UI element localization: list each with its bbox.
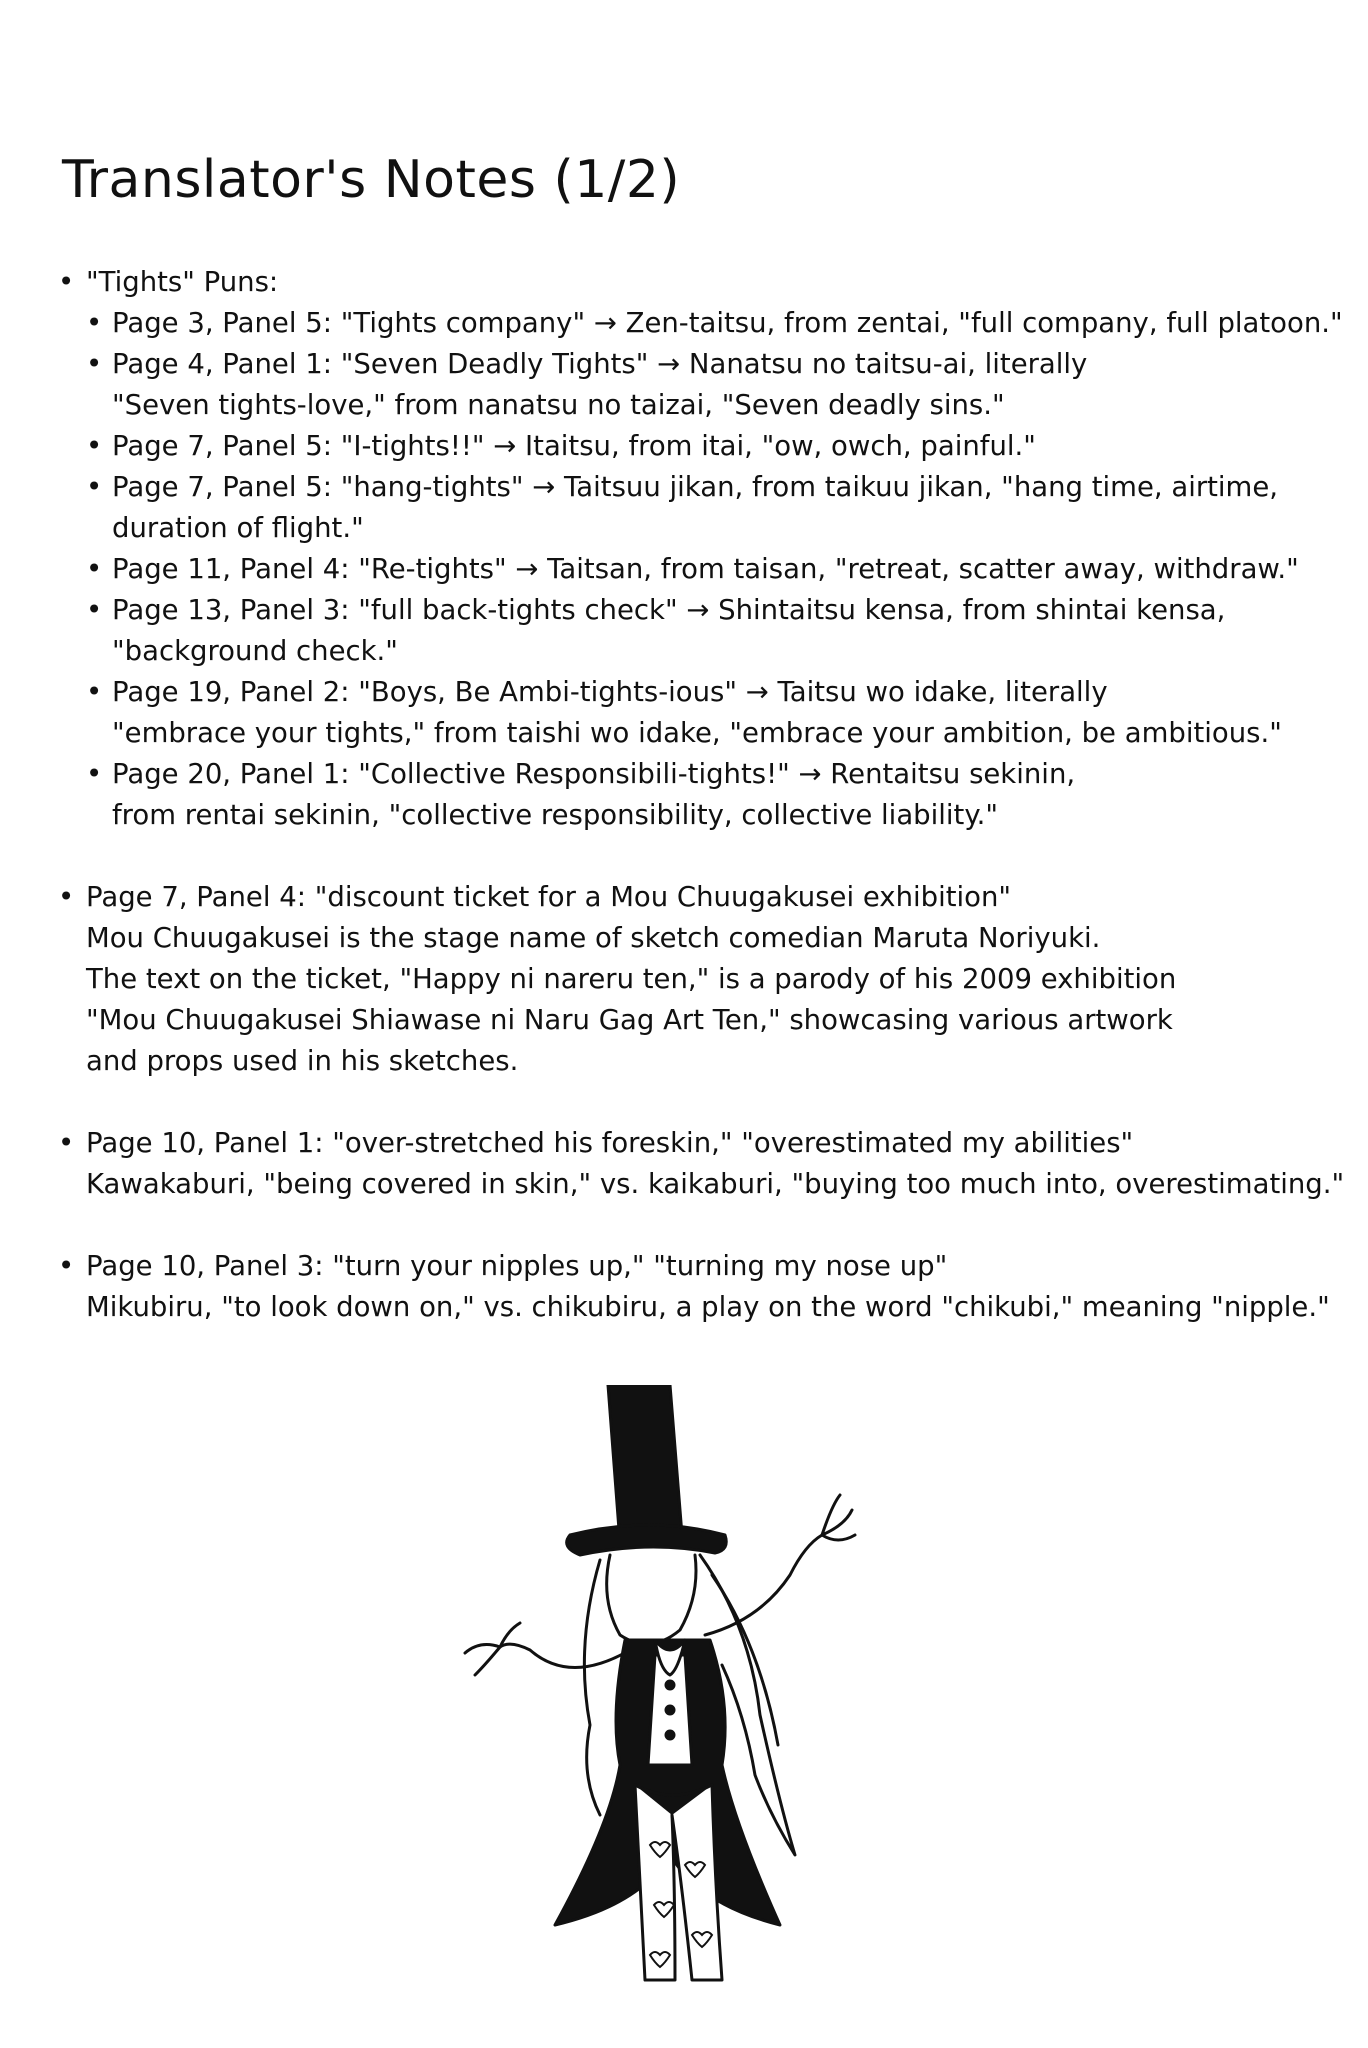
notes-list [58,262,1345,1369]
subnote-item [86,303,1343,344]
subnote-line: • Page 3, Panel 5: "Tights company" → Zen-taitsu, from zentai, "full company, full platoon." [112,307,1343,339]
subnote-line: • Page 7, Panel 5: "hang-tights" → Taitsuu jikan, from taikuu jikan, "hang time, airtime, [112,471,1279,503]
note-line: Mou Chuugakusei is the stage name of sketch comedian Maruta Noriyuki. [86,922,1101,954]
subnote-line: from rentai sekinin, "collective responsibility, collective liability." [112,799,999,831]
note-discount-ticket [58,877,1328,1082]
subnote-item [86,467,1328,549]
note-foreskin [58,1123,1345,1205]
note-line: Kawakaburi, "being covered in skin," vs. kaikaburi, "buying too much into, overestimating." [86,1168,1345,1200]
subnote-line: • Page 19, Panel 2: "Boys, Be Ambi-tights-ious" → Taitsu wo idake, literally [112,676,1108,708]
note-heading: • "Tights" Puns: [86,266,279,298]
subnote-line: "embrace your tights," from taishi wo idake, "embrace your ambition, be ambitious." [112,717,1282,749]
tights-puns-sublist [86,303,1343,836]
note-nipples [58,1246,1328,1328]
character-illustration [460,1385,980,1985]
page-title: Translator's Notes (1/2) [62,150,681,210]
subnote-line: • Page 20, Panel 1: "Collective Responsibili-tights!" → Rentaitsu sekinin, [112,758,1076,790]
note-line: "Mou Chuugakusei Shiawase ni Naru Gag Art Ten," showcasing various artwork [86,1004,1173,1036]
subnote-line: "Seven tights-love," from nanatsu no taizai, "Seven deadly sins." [112,389,1005,421]
subnote-line: • Page 4, Panel 1: "Seven Deadly Tights" → Nanatsu no taitsu-ai, literally [112,348,1088,380]
subnote-line: • Page 7, Panel 5: "I-tights!!" → Itaitsu, from itai, "ow, owch, painful." [112,430,1036,462]
note-line: and props used in his sketches. [86,1045,519,1077]
note-line: • Page 10, Panel 3: "turn your nipples up," "turning my nose up" [86,1250,948,1282]
note-line: • Page 10, Panel 1: "over-stretched his foreskin," "overestimated my abilities" [86,1127,1134,1159]
subnote-line: "background check." [112,635,398,667]
subnote-line: duration of flight." [112,512,364,544]
subnote-item [86,549,1328,590]
subnote-item [86,754,1328,836]
subnote-line: • Page 13, Panel 3: "full back-tights check" → Shintaitsu kensa, from shintai kensa, [112,594,1226,626]
subnote-item [86,426,1328,467]
note-line: The text on the ticket, "Happy ni nareru ten," is a parody of his 2009 exhibition [86,963,1177,995]
subnote-item [86,344,1328,426]
note-tights-puns [58,262,1343,836]
note-line: Mikubiru, "to look down on," vs. chikubiru, a play on the word "chikubi," meaning "nipple." [86,1291,1330,1323]
subnote-line: • Page 11, Panel 4: "Re-tights" → Taitsan, from taisan, "retreat, scatter away, withdraw." [112,553,1299,585]
note-line: • Page 7, Panel 4: "discount ticket for a Mou Chuugakusei exhibition" [86,881,1012,913]
subnote-item [86,672,1328,754]
subnote-item [86,590,1328,672]
